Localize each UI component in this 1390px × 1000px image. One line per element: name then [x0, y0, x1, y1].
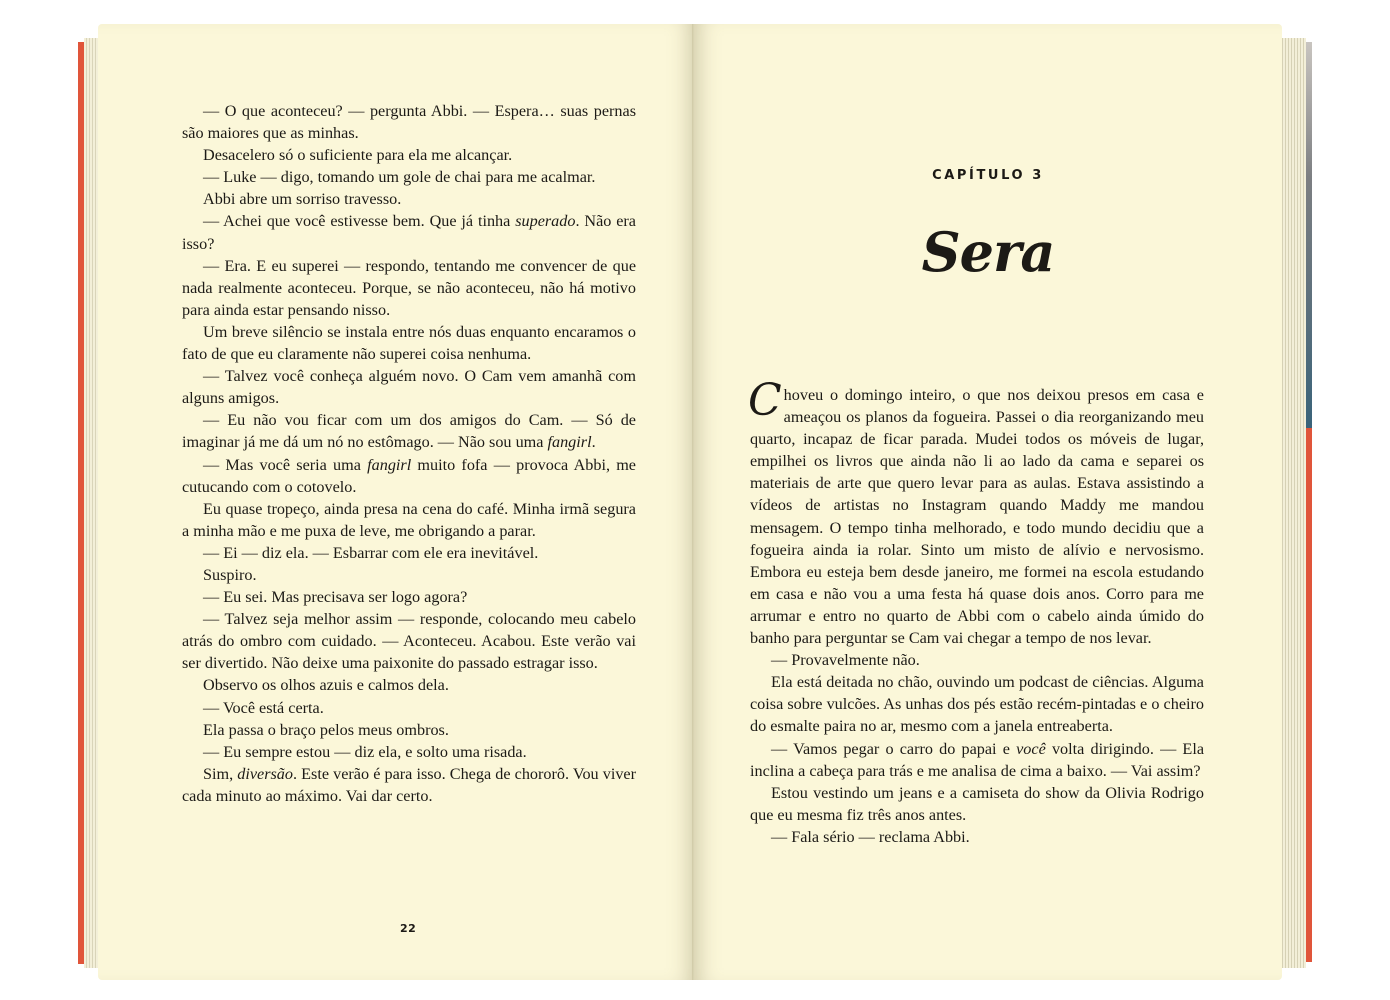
text-run: . Este verão é para isso. Chega de chororô. Vou viver cada minuto ao máximo. Vai dar certo.: [182, 764, 636, 805]
italic-text: diversão: [237, 764, 293, 783]
page-number: 22: [400, 922, 417, 935]
text-run: Sim,: [203, 764, 238, 783]
italic-text: você: [1016, 739, 1046, 758]
paragraph: [182, 697, 636, 719]
italic-text: superado: [515, 212, 576, 231]
paragraph: [182, 365, 636, 409]
paragraph: [182, 321, 636, 365]
chapter-label: CAPÍTULO 3: [932, 168, 1044, 183]
text-run: hoveu o domingo inteiro, o que nos deixou presos em casa e ameaçou os planos da fogueira. Passei o dia reorganizando meu quarto, incapaz de ficar parada. Mudei todos os móveis de lugar, empilhei os livros que ainda não li ao lado da cama e separei os materiais de arte que quero levar para as aulas. Estava assistindo a vídeos de artistas no Instagram quando Maddy me mandou mensagem. O tempo tinha melhorado, e todo mundo decidiu que a fogueira ainda ia rolar. Sinto um misto de alívio e nervosismo. Embora eu esteja bem desde janeiro, me formei na escola estudando em casa e não vou a uma festa há quase dois anos. Corro para me arrumar e entro no quarto de Abbi com o cabelo ainda úmido do banho para perguntar se Cam vai chegar a tempo de nos levar.: [750, 386, 1204, 648]
text-run: — O que aconteceu? — pergunta Abbi. — Espera… suas pernas são maiores que as minhas.: [182, 102, 636, 143]
text-run: Eu quase tropeço, ainda presa na cena do café. Minha irmã segura a minha mão e me puxa de leve, me obrigando a parar.: [182, 499, 636, 540]
paragraph: [182, 166, 636, 188]
paragraph: [750, 649, 1204, 671]
text-run: — Provavelmente não.: [771, 651, 920, 670]
text-run: Estou vestindo um jeans e a camiseta do show da Olivia Rodrigo que eu mesma fiz três anos antes.: [750, 783, 1204, 824]
text-run: — Fala sério — reclama Abbi.: [771, 827, 970, 846]
text-run: volta dirigindo. — Ela inclina a cabeça para trás e me analisa de cima a baixo. — Vai assim?: [750, 739, 1205, 780]
text-run: Observo os olhos azuis e calmos dela.: [203, 676, 449, 695]
text-run: Abbi abre um sorriso travesso.: [203, 190, 402, 209]
chapter-title: Sera: [921, 220, 1055, 284]
text-run: — Eu sempre estou — diz ela, e solto uma risada.: [203, 742, 527, 761]
paragraph: [182, 763, 636, 807]
text-run: Um breve silêncio se instala entre nós duas enquanto encaramos o fato de que eu claramente não superei coisa nenhuma.: [182, 322, 636, 364]
paragraph: [750, 738, 1204, 782]
paragraph: [182, 498, 636, 542]
text-run: — Você está certa.: [203, 698, 324, 717]
text-run: — Achei que você estivesse bem. Que já tinha: [203, 212, 516, 231]
left-page: [98, 24, 694, 980]
text-run: — Eu sei. Mas precisava ser logo agora?: [203, 588, 468, 607]
paragraph: [182, 188, 636, 210]
text-run: Suspiro.: [203, 565, 257, 584]
drop-cap: C: [748, 375, 782, 426]
text-run: — Era. E eu superei — respondo, tentando me convencer de que nada realmente aconteceu. Porque, se não aconteceu, não há motivo para ainda estar pensando nisso.: [182, 256, 636, 319]
paragraph: [182, 674, 636, 696]
text-run: muito fofa — provoca Abbi, me cutucando com o cotovelo.: [182, 455, 636, 496]
text-run: Ela está deitada no chão, ouvindo um podcast de ciências. Alguma coisa sobre vulcões. As unhas dos pés estão recém-pintadas e o cheiro do esmalte paira no ar, mesmo com a janela entreaberta.: [750, 673, 1204, 736]
page-stack-right: [1280, 38, 1306, 968]
paragraph: [182, 564, 636, 586]
italic-text: fangirl: [547, 433, 592, 452]
text-run: — Talvez você conheça alguém novo. O Cam vem amanhã com alguns amigos.: [182, 367, 636, 408]
paragraph: [750, 671, 1204, 737]
paragraph: [182, 144, 636, 166]
paragraph: [182, 542, 636, 564]
text-run: — Talvez seja melhor assim — responde, colocando meu cabelo atrás do ombro com cuidado. — Aconteceu. Acabou. Este verão vai ser divertido. Não deixe uma paixonite do passado estragar isso.: [182, 610, 636, 673]
text-run: .: [591, 433, 596, 452]
paragraph: [182, 741, 636, 763]
paragraph: [748, 375, 1204, 649]
text-run: — Luke — digo, tomando um gole de chai para me acalmar.: [203, 168, 596, 187]
book-edge-right: [1306, 428, 1312, 962]
paragraph: [182, 100, 636, 144]
text-run: Desacelero só o suficiente para ela me alcançar.: [203, 146, 513, 165]
left-page-text: [182, 100, 636, 807]
italic-text: fangirl: [367, 455, 412, 474]
text-run: Ela passa o braço pelos meus ombros.: [203, 720, 449, 739]
right-page: [694, 24, 1282, 980]
open-book: [78, 24, 1312, 980]
text-run: . Não era isso?: [182, 212, 636, 253]
text-run: — Mas você seria uma: [203, 455, 368, 474]
book-edge-right-cover: [1306, 42, 1312, 428]
paragraph: [182, 608, 636, 674]
paragraph: [182, 454, 636, 498]
paragraph: [750, 826, 1204, 848]
paragraph: [182, 409, 636, 453]
text-run: — Ei — diz ela. — Esbarrar com ele era inevitável.: [203, 543, 539, 562]
paragraph: [182, 255, 636, 321]
text-run: — Vamos pegar o carro do papai e: [771, 739, 1017, 758]
paragraph: [182, 210, 636, 254]
right-page-text: [748, 375, 1205, 848]
paragraph: [182, 586, 636, 608]
paragraph: [182, 719, 636, 741]
text-run: — Eu não vou ficar com um dos amigos do Cam. — Só de imaginar já me dá um nó no estômago. — Não sou uma: [182, 411, 636, 452]
paragraph: [750, 782, 1204, 826]
